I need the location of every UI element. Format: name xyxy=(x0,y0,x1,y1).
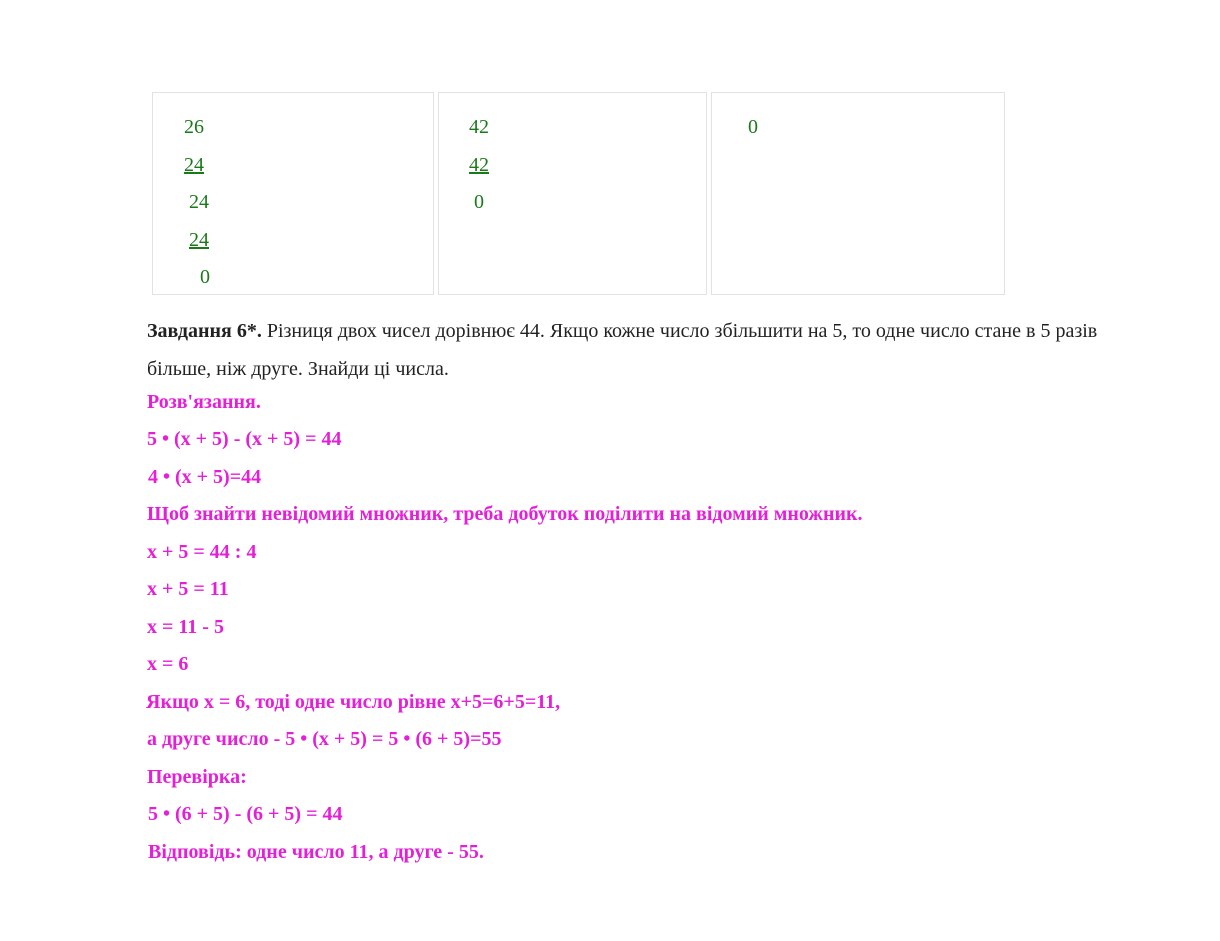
column-1-line-2: 24 xyxy=(184,154,204,176)
task-label: Завдання 6*. xyxy=(147,320,262,342)
solution-line-subtract: х = 11 - 5 xyxy=(147,616,224,638)
solution-line-equation: 5 • (х + 5) - (х + 5) = 44 xyxy=(147,428,342,450)
check-heading: Перевірка: xyxy=(147,766,247,788)
division-column-3 xyxy=(711,92,1005,295)
column-2-line-1: 42 xyxy=(469,116,489,138)
column-1-line-5: 0 xyxy=(200,266,210,288)
division-column-1 xyxy=(152,92,434,295)
solution-heading: Розв'язання. xyxy=(147,391,261,413)
check-line: 5 • (6 + 5) - (6 + 5) = 44 xyxy=(148,803,343,825)
solution-line-rule: Щоб знайти невідомий множник, треба добуток поділити на відомий множник. xyxy=(147,503,863,525)
column-2-line-3: 0 xyxy=(474,191,484,213)
solution-line-second-number: а друге число - 5 • (х + 5) = 5 • (6 + 5)=55 xyxy=(147,728,502,750)
solution-line-sum: х + 5 = 11 xyxy=(147,578,229,600)
task-text: Різниця двох чисел дорівнює 44. Якщо кожне число збільшити на 5, то одне число стане в 5 разів більше, ніж друге. Знайди ці числа. xyxy=(147,320,1098,380)
column-1-line-4: 24 xyxy=(189,229,209,251)
column-3-line-1: 0 xyxy=(748,116,758,138)
task-statement xyxy=(147,312,1157,388)
solution-line-simplified: 4 • (х + 5)=44 xyxy=(148,466,262,488)
solution-line-first-number: Якщо х = 6, тоді одне число рівне х+5=6+5=11, xyxy=(146,691,561,713)
column-1-line-1: 26 xyxy=(184,116,204,138)
solution-line-divide: х + 5 = 44 : 4 xyxy=(147,541,257,563)
division-column-2 xyxy=(438,92,707,295)
solution-line-x-value: х = 6 xyxy=(147,653,189,675)
answer-line: Відповідь: одне число 11, а друге - 55. xyxy=(148,841,484,863)
column-2-line-2: 42 xyxy=(469,154,489,176)
column-1-line-3: 24 xyxy=(189,191,209,213)
